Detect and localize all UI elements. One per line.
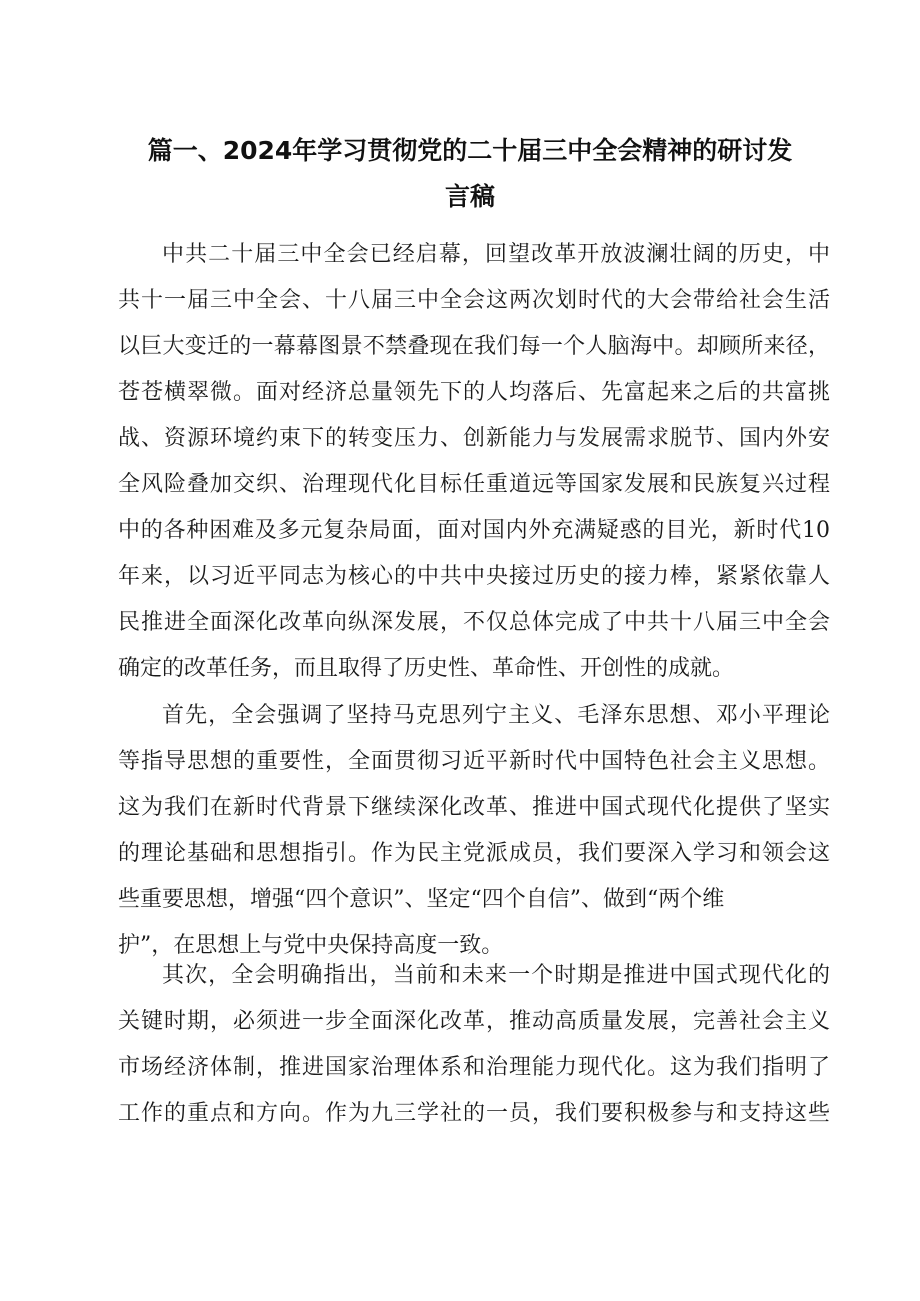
paragraph-line: 战、资源环境约束下的转变压力、创新能力与发展需求脱节、国内外安 <box>118 426 830 451</box>
paragraph-line: 等指导思想的重要性，全面贯彻习近平新时代中国特色社会主义思想。 <box>118 749 830 774</box>
paragraph-line: 其次，全会明确指出，当前和未来一个时期是推进中国式现代化的 <box>162 963 830 988</box>
paragraph-line: 苍苍横翠微。面对经济总量领先下的人均落后、先富起来之后的共富挑 <box>118 380 830 405</box>
paragraph-line: 年来，以习近平同志为核心的中共中央接过历史的接力棒，紧紧依靠人 <box>118 564 830 589</box>
paragraph-line: 的理论基础和思想指引。作为民主党派成员，我们要深入学习和领会这 <box>118 841 830 866</box>
paragraph-line: 中共二十届三中全会已经启幕，回望改革开放波澜壮阔的历史，中 <box>162 242 830 267</box>
paragraph-line: 市场经济体制，推进国家治理体系和治理能力现代化。这为我们指明了 <box>118 1055 830 1080</box>
paragraph-line: 民推进全面深化改革向纵深发展，不仅总体完成了中共十八届三中全会 <box>118 610 830 635</box>
paragraph-line: 这为我们在新时代背景下继续深化改革、推进中国式现代化提供了坚实 <box>118 795 830 820</box>
paragraph-line: 护”，在思想上与党中央保持高度一致。 <box>118 933 504 958</box>
document-title-line-2: 言稿 <box>444 182 495 211</box>
paragraph-line: 中的各种困难及多元复杂局面，面对国内外充满疑惑的目光，新时代10 <box>118 518 830 543</box>
document-title-line-1: 篇一、2024年学习贯彻党的二十届三中全会精神的研讨发 <box>147 136 793 165</box>
paragraph-line: 工作的重点和方向。作为九三学社的一员，我们要积极参与和支持这些 <box>118 1101 830 1126</box>
paragraph-line: 以巨大变迁的一幕幕图景不禁叠现在我们每一个人脑海中。却顾所来径， <box>118 334 830 359</box>
paragraph-line: 共十一届三中全会、十八届三中全会这两次划时代的大会带给社会生活 <box>118 288 830 313</box>
paragraph-line: 确定的改革任务，而且取得了历史性、革命性、开创性的成就。 <box>118 656 735 681</box>
paragraph-line: 首先，全会强调了坚持马克思列宁主义、毛泽东思想、邓小平理论 <box>162 703 830 728</box>
paragraph-line: 些重要思想，增强“四个意识”、坚定“四个自信”、做到“两个维 <box>118 887 725 912</box>
paragraph-line: 全风险叠加交织、治理现代化目标任重道远等国家发展和民族复兴过程 <box>118 472 830 497</box>
paragraph-line: 关键时期，必须进一步全面深化改革，推动高质量发展，完善社会主义 <box>118 1009 830 1034</box>
